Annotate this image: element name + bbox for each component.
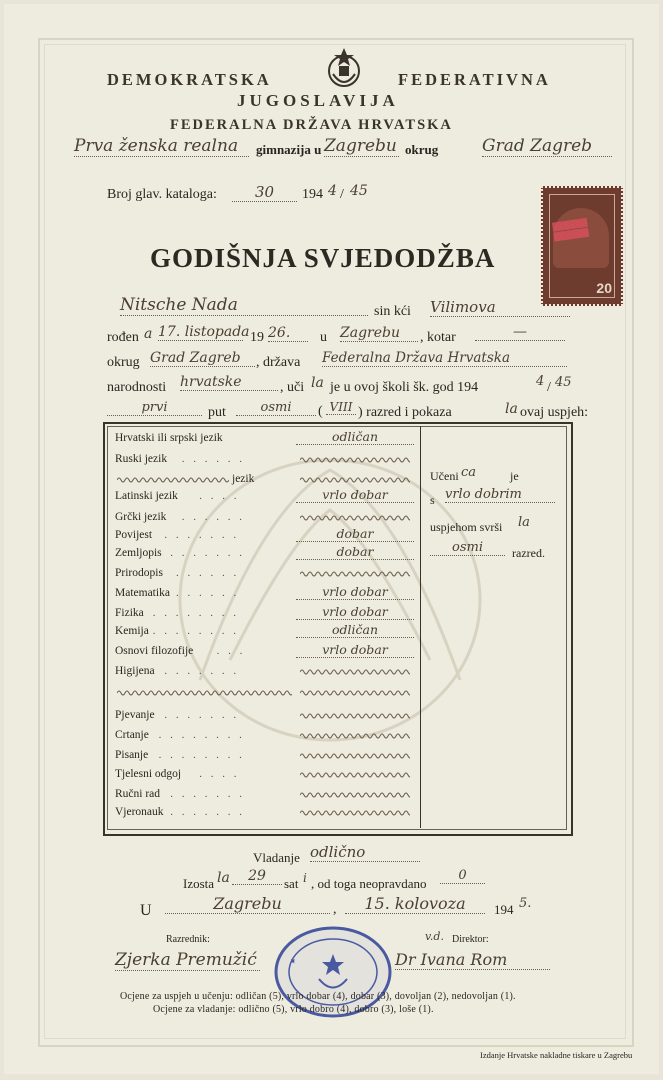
kotar-label: , kotar <box>420 330 456 345</box>
grade-wavy-blank <box>300 751 410 761</box>
subject-name: Ručni rad <box>115 788 161 800</box>
place-hw: Zagrebu <box>165 894 330 914</box>
s-hw: vrlo dobrim <box>445 487 555 503</box>
birth-date-hw: 17. listopada <box>158 324 250 340</box>
school-okrug-hw: Grad Zagreb <box>482 136 612 157</box>
subject-leader-dots: . . . . . . . <box>164 665 240 677</box>
revenue-stamp: ▓▓▓▓▓▓ ▓▓▓▓▓▓ 20 <box>541 186 623 306</box>
catalog-year-prefix: 194 <box>302 187 323 202</box>
absence-label-a: Izosta <box>183 876 215 891</box>
pokazao-hw: la <box>505 401 518 417</box>
narodnosti-label: narodnosti <box>107 380 167 395</box>
razred-hw: osmi <box>236 400 316 416</box>
subject-name: Prirodopis <box>115 567 163 579</box>
subject-leader-dots: . . . . . . <box>181 453 246 465</box>
subject-leader-dots: . . . . <box>199 490 240 502</box>
subject-grade: vrlo dobar <box>296 487 414 503</box>
subject-name: Ruski jezik <box>115 453 168 465</box>
absence-unexcused-hw: 0 <box>440 868 485 884</box>
rodjen-suffix-hw: a <box>144 326 153 342</box>
subject-name: Pisanje <box>115 749 149 761</box>
stamp-value: 20 <box>596 280 612 296</box>
subject-name: Grčki jezik <box>115 511 167 523</box>
grade-wavy-blank <box>300 711 410 721</box>
subject-leader-dots: . . . . . . . <box>170 788 245 800</box>
subject-name: Osnovi filozofije <box>115 645 194 657</box>
narodnost-hw: hrvatske <box>180 374 278 391</box>
subject-grade: odličan <box>296 429 414 445</box>
s-label: s <box>430 493 435 507</box>
grade-wavy-blank <box>300 455 410 465</box>
grade-wavy-blank <box>300 688 410 698</box>
vladanje-label: Vladanje <box>253 850 300 865</box>
subject-leader-dots: . . . . . . <box>176 587 240 599</box>
date-hw: 15. kolovoza <box>345 894 485 914</box>
subject-leader-dots: . . . . . . . <box>170 547 245 559</box>
ucio-hw: la <box>311 375 324 391</box>
subject-name: Crtanje <box>115 729 149 741</box>
date-year-prefix: 194 <box>494 902 514 917</box>
subject-grade: vrlo dobar <box>296 642 414 658</box>
subject-name: Tjelesni odgoj <box>115 768 182 780</box>
grade-wavy-blank <box>300 513 410 523</box>
grading-note-2: Ocjene za vladanje: odlično (5), vrlo dobro (4), dobro (3), loše (1). <box>153 1004 434 1015</box>
absence-sat-hw: i <box>303 871 307 885</box>
subject-leader-dots: . . . . <box>199 768 240 780</box>
absence-label-b: sat <box>284 876 299 891</box>
sin-kci-label: sin kći <box>374 304 411 319</box>
subject-grade: odličan <box>296 622 414 638</box>
subject-leader-dots: . . . . . . . . <box>158 729 245 741</box>
subject-name: Kemija <box>115 625 149 637</box>
subject-grade: dobar <box>296 526 414 542</box>
subject-grade: dobar <box>296 544 414 560</box>
absence-label-c: , od toga neopravdano <box>311 876 427 891</box>
absence-hours-hw: 29 <box>232 868 282 885</box>
subject-leader-dots: . . . . . . <box>181 511 246 523</box>
subject-name: jezik <box>232 473 255 485</box>
subject-grade: vrlo dobar <box>296 604 414 620</box>
grade-wavy-blank <box>300 475 410 485</box>
coat-of-arms-icon <box>325 44 363 94</box>
school-city-hw: Zagrebu <box>324 136 399 157</box>
grade-wavy-blank <box>300 731 410 741</box>
place-u-label: U <box>140 902 152 919</box>
uspjeh-label: ovaj uspjeh: <box>520 405 589 420</box>
subject-name: Zemljopis <box>115 547 162 559</box>
subject-name: Higijena <box>115 665 155 677</box>
grades-table-divider <box>420 426 421 828</box>
document-title: GODIŠNJA SVJEDODŽBA <box>150 243 496 273</box>
grade-wavy-blank <box>300 667 410 677</box>
vd-hw: v.d. <box>425 930 444 943</box>
grade-wavy-blank <box>300 790 410 800</box>
header-line1-right: FEDERATIVNA <box>398 70 551 89</box>
ucenik-label: Učeni <box>430 469 459 483</box>
catalog-year-hw2: 45 <box>350 183 368 199</box>
okrug-label-top: okrug <box>405 142 439 157</box>
kotar-hw: — <box>475 324 565 341</box>
school-year-hw2: 45 <box>555 375 572 390</box>
razrednik-label: Razrednik: <box>166 934 210 945</box>
svrsio-hw: la <box>518 515 530 530</box>
grade-wavy-blank <box>300 569 410 579</box>
birth-year-hw: 26. <box>268 325 308 342</box>
date-year-hw: 5. <box>519 896 532 911</box>
result-razred-hw: osmi <box>430 540 505 556</box>
subject-leader-dots: . . . <box>216 645 246 657</box>
razred-label: ) razred i pokaza <box>358 405 452 420</box>
rodjen-label: rođen <box>107 330 139 345</box>
blank-subject-wavy <box>117 475 229 485</box>
catalog-year-sep: / <box>340 187 344 202</box>
blank-subject-wavy <box>117 688 292 698</box>
grade-wavy-blank <box>300 808 410 818</box>
header-line2: JUGOSLAVIJA <box>237 91 399 110</box>
subject-leader-dots: . . . . . . . <box>170 806 245 818</box>
birth-year-prefix: 19 <box>250 330 264 345</box>
school-name-hw: Prva ženska realna <box>74 136 249 157</box>
drzava-hw: Federalna Država Hrvatska <box>322 350 567 367</box>
subject-name: Hrvatski ili srpski jezik <box>115 432 223 444</box>
grading-note-1: Ocjene za uspjeh u učenju: odličan (5), vrlo dobar (4), dobar (3), dovoljan (2), nedovoljan (1). <box>120 991 516 1002</box>
prvi-hw: prvi <box>107 400 202 416</box>
subject-leader-dots: . . . . . . . . <box>158 749 245 761</box>
okrug-label: okrug <box>107 355 140 370</box>
put-label: put <box>208 405 226 420</box>
result-razred-label: razred. <box>512 546 545 560</box>
ucio-label: , uči <box>280 380 305 395</box>
vladanje-hw: odlično <box>310 843 420 862</box>
subject-name: Povijest <box>115 529 153 541</box>
header-line3: FEDERALNA DRŽAVA HRVATSKA <box>170 117 453 133</box>
absence-suffix-hw: la <box>217 870 230 886</box>
razrednik-signature: Zjerka Premužić <box>115 950 260 971</box>
birth-place-hw: Zagrebu <box>340 325 418 342</box>
subject-leader-dots: . . . . . . . . <box>152 607 240 619</box>
subject-name: Pjevanje <box>115 709 155 721</box>
gimnazija-label: gimnazija u <box>256 142 322 157</box>
subject-name: Latinski jezik <box>115 490 178 502</box>
subject-name: Vjeronauk <box>115 806 164 818</box>
subject-leader-dots: . . . . . . <box>176 567 240 579</box>
header-line1-left: DEMOKRATSKA <box>107 70 272 89</box>
subject-name: Matematika <box>115 587 170 599</box>
school-year-sep: / <box>547 380 551 395</box>
printer-imprint: Izdanje Hrvatske nakladne tiskare u Zagrebu <box>480 1050 633 1060</box>
catalog-label: Broj glav. kataloga: <box>107 187 217 202</box>
father-name-hw: Vilimova <box>430 298 570 317</box>
school-year-label: je u ovoj školi šk. god 194 <box>330 380 479 395</box>
school-year-hw1: 4 <box>536 374 545 389</box>
subject-name: Fizika <box>115 607 144 619</box>
svrsio-label: uspjehom svrši <box>430 520 503 534</box>
razred-roman-hw: VIII <box>326 400 356 415</box>
grade-wavy-blank <box>300 770 410 780</box>
ucenik-hw: ca <box>461 465 477 480</box>
je-label: je <box>510 469 519 483</box>
subject-leader-dots: . . . . . . . . <box>152 625 240 637</box>
student-name-hw: Nitsche Nada <box>120 295 368 316</box>
catalog-number-hw: 30 <box>232 183 297 202</box>
subject-leader-dots: . . . . . . . <box>164 529 240 541</box>
okrug-hw: Grad Zagreb <box>150 350 255 367</box>
drzava-label: , država <box>256 355 301 370</box>
direktor-signature: Dr Ivana Rom <box>395 950 550 970</box>
subject-leader-dots: . . . . . . . <box>164 709 240 721</box>
svg-text:✦: ✦ <box>286 955 300 968</box>
subject-grade: vrlo dobar <box>296 584 414 600</box>
birth-u-label: u <box>320 330 327 345</box>
direktor-label: Direktor: <box>452 934 489 945</box>
catalog-year-hw: 4 <box>328 183 337 199</box>
